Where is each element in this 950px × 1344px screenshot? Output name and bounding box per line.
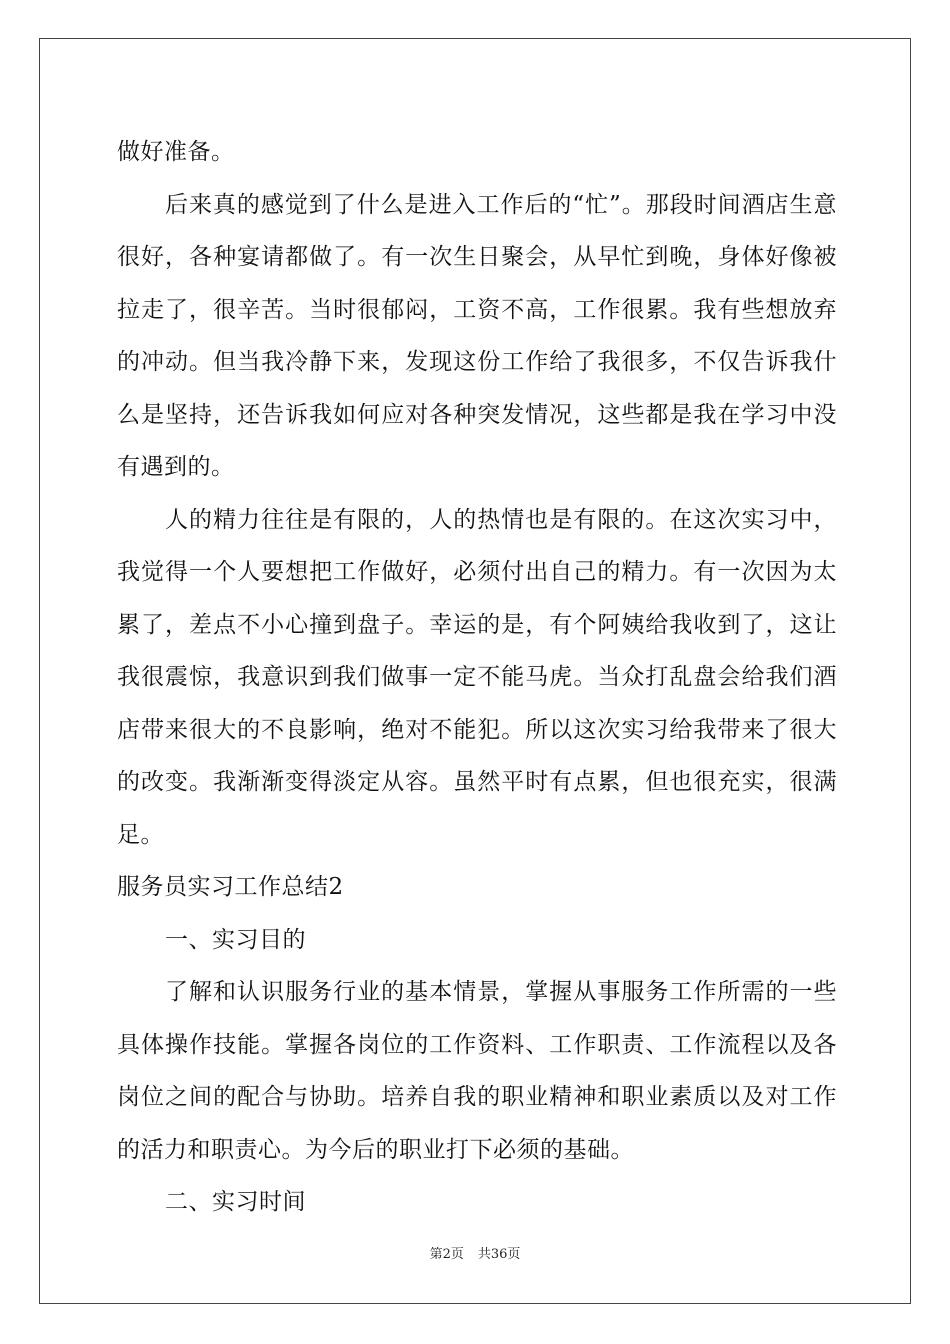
paragraph-purpose: 了解和认识服务行业的基本情景，掌握从事服务工作所需的一些具体操作技能。掌握各岗位的工作资料、工作职责、工作流程以及各岗位之间的配合与协助。培养自我的职业精神和职业素质以及对工作的活力和职责心。为今后的职业打下必须的基础。: [117, 979, 837, 1163]
heading-practice-time: 二、实习时间: [165, 1189, 306, 1215]
page-footer: [0, 1245, 950, 1265]
heading-practice-purpose: 一、实习目的: [165, 926, 306, 953]
document-body: [117, 126, 837, 1229]
paragraph-2: 后来真的感觉到了什么是进入工作后的“忙”。那段时间酒店生意很好，各种宴请都做了。有一次生日聚会，从早忙到晚，身体好像被拉走了，很辛苦。当时很郁闷，工资不高，工作很累。我有些想放弃的冲动。但当我冷静下来，发现这份工作给了我很多，不仅告诉我什么是坚持，还告诉我如何应对各种突发情况，这些都是我在学习中没有遇到的。: [117, 191, 837, 480]
page-total: 共36页: [477, 1247, 521, 1262]
paragraph-1: 做好准备。: [117, 139, 235, 165]
page-number: 第2页: [429, 1247, 464, 1262]
section-title: 服务员实习工作总结2: [117, 874, 344, 900]
paragraph-3: 人的精力往往是有限的，人的热情也是有限的。在这次实习中，我觉得一个人要想把工作做好，必须付出自己的精力。有一次因为太累了，差点不小心撞到盘子。幸运的是，有个阿姨给我收到了，这让我很震惊，我意识到我们做事一定不能马虎。当众打乱盘会给我们酒店带来很大的不良影响，绝对不能犯。所以这次实习给我带来了很大的改变。我渐渐变得淡定从容。虽然平时有点累，但也很充实，很满足。: [117, 506, 837, 848]
